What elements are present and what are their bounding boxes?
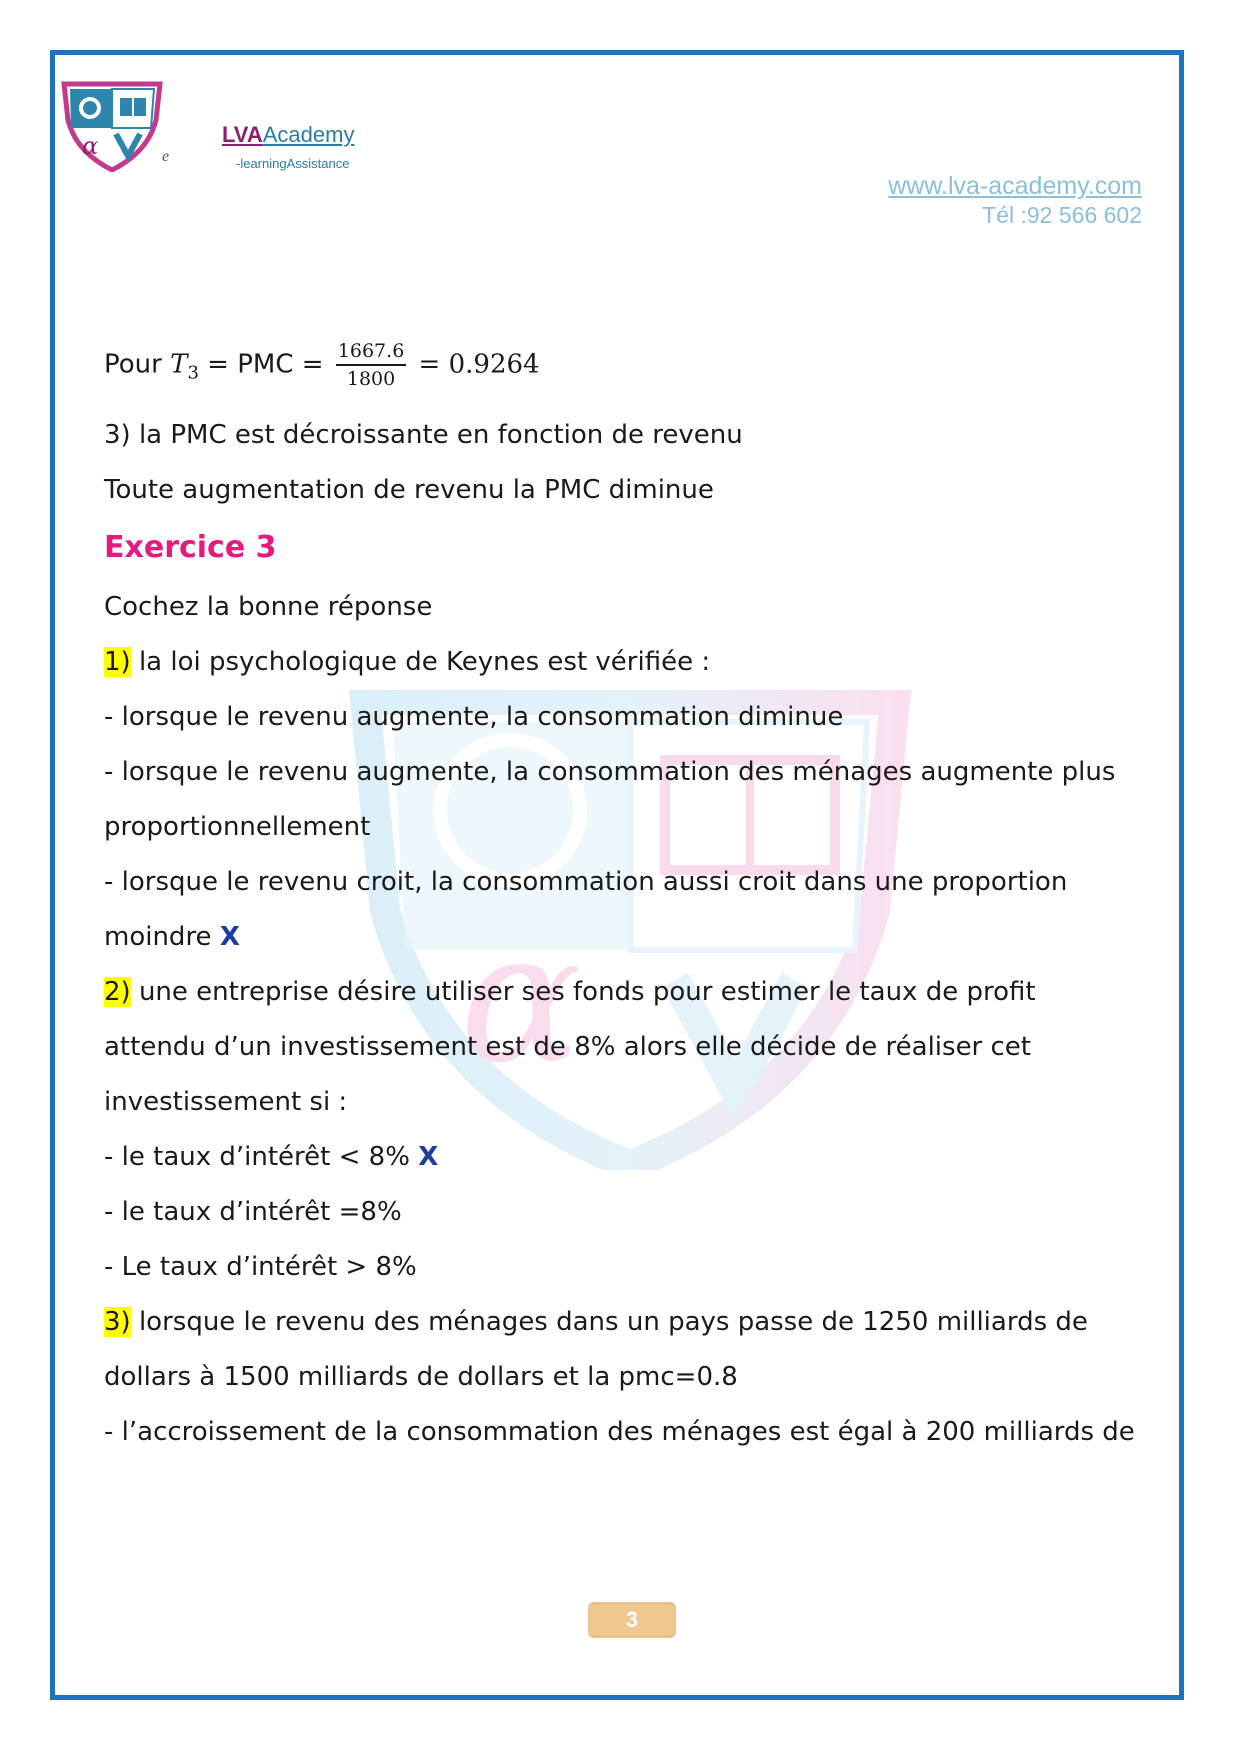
- instruction: Cochez la bonne réponse: [104, 592, 433, 622]
- question-3-number: 3): [104, 1307, 131, 1337]
- brand-subtitle: -learningAssistance: [236, 156, 350, 171]
- pmc-result: = 0.9264: [418, 349, 540, 380]
- phone-number: Tél :92 566 602: [982, 202, 1142, 228]
- page-number-badge: 3: [588, 1602, 676, 1638]
- answer-mark-2: X: [418, 1142, 439, 1172]
- option-2a-text: - le taux d’intérêt < 8%: [104, 1142, 419, 1172]
- option-1c-line1: - lorsque le revenu croit, la consommation aussi croit dans une proportion: [104, 867, 1068, 897]
- option-1c-text: moindre: [104, 922, 220, 952]
- question-2-line2: attendu d’un investissement est de 8% alors elle décide de réaliser cet: [104, 1032, 1031, 1062]
- pmc-fraction: [336, 340, 406, 390]
- question-1-text: la loi psychologique de Keynes est vérifiée :: [130, 647, 711, 677]
- brand-name: [222, 122, 354, 148]
- pmc-denominator: 1800: [346, 368, 396, 390]
- question-2-line1: [104, 977, 1036, 1007]
- option-1c-line2: [104, 922, 240, 952]
- pmc-equals: = PMC =: [207, 349, 324, 380]
- pmc-variable: T: [170, 349, 188, 380]
- answer-mark-1: X: [219, 922, 240, 952]
- pmc-formula: [104, 340, 540, 390]
- answer-3-line: 3) la PMC est décroissante en fonction de revenu: [104, 420, 743, 450]
- question-3-text: lorsque le revenu des ménages dans un pays passe de 1250 milliards de: [130, 1307, 1088, 1337]
- brand-academy: Academy: [262, 122, 355, 147]
- svg-text:α: α: [82, 132, 99, 160]
- question-3-line2: dollars à 1500 milliards de dollars et la pmc=0.8: [104, 1362, 738, 1392]
- pmc-numerator: 1667.6: [336, 340, 406, 366]
- option-2b: - le taux d’intérêt =8%: [104, 1197, 402, 1227]
- question-1-number: 1): [104, 647, 131, 677]
- website-link[interactable]: www.lva-academy.com: [888, 172, 1142, 200]
- brand-lva: LVA: [222, 122, 263, 147]
- question-3-line1: [104, 1307, 1088, 1337]
- question-2-line3: investissement si :: [104, 1087, 348, 1117]
- question-2-number: 2): [104, 977, 131, 1007]
- brand-e: e: [162, 148, 170, 165]
- pmc-prefix: Pour: [104, 349, 162, 380]
- option-1a: - lorsque le revenu augmente, la consommation diminue: [104, 702, 844, 732]
- option-1b-line2: proportionnellement: [104, 812, 371, 842]
- exercise-title: Exercice 3: [104, 530, 277, 565]
- option-3a: - l’accroissement de la consommation des ménages est égal à 200 milliards de: [104, 1417, 1135, 1447]
- option-2c: - Le taux d’intérêt > 8%: [104, 1252, 417, 1282]
- question-2-text: une entreprise désire utiliser ses fonds pour estimer le taux de profit: [130, 977, 1036, 1007]
- contact-block: [888, 172, 1142, 230]
- svg-text:α: α: [460, 894, 582, 1103]
- option-2a: [104, 1142, 438, 1172]
- option-1b-line1: - lorsque le revenu augmente, la consommation des ménages augmente plus: [104, 757, 1116, 787]
- answer-3-explanation: Toute augmentation de revenu la PMC diminue: [104, 475, 714, 505]
- pmc-subscript: 3: [187, 362, 199, 384]
- lva-academy-logo: [58, 80, 166, 172]
- question-1: [104, 647, 710, 677]
